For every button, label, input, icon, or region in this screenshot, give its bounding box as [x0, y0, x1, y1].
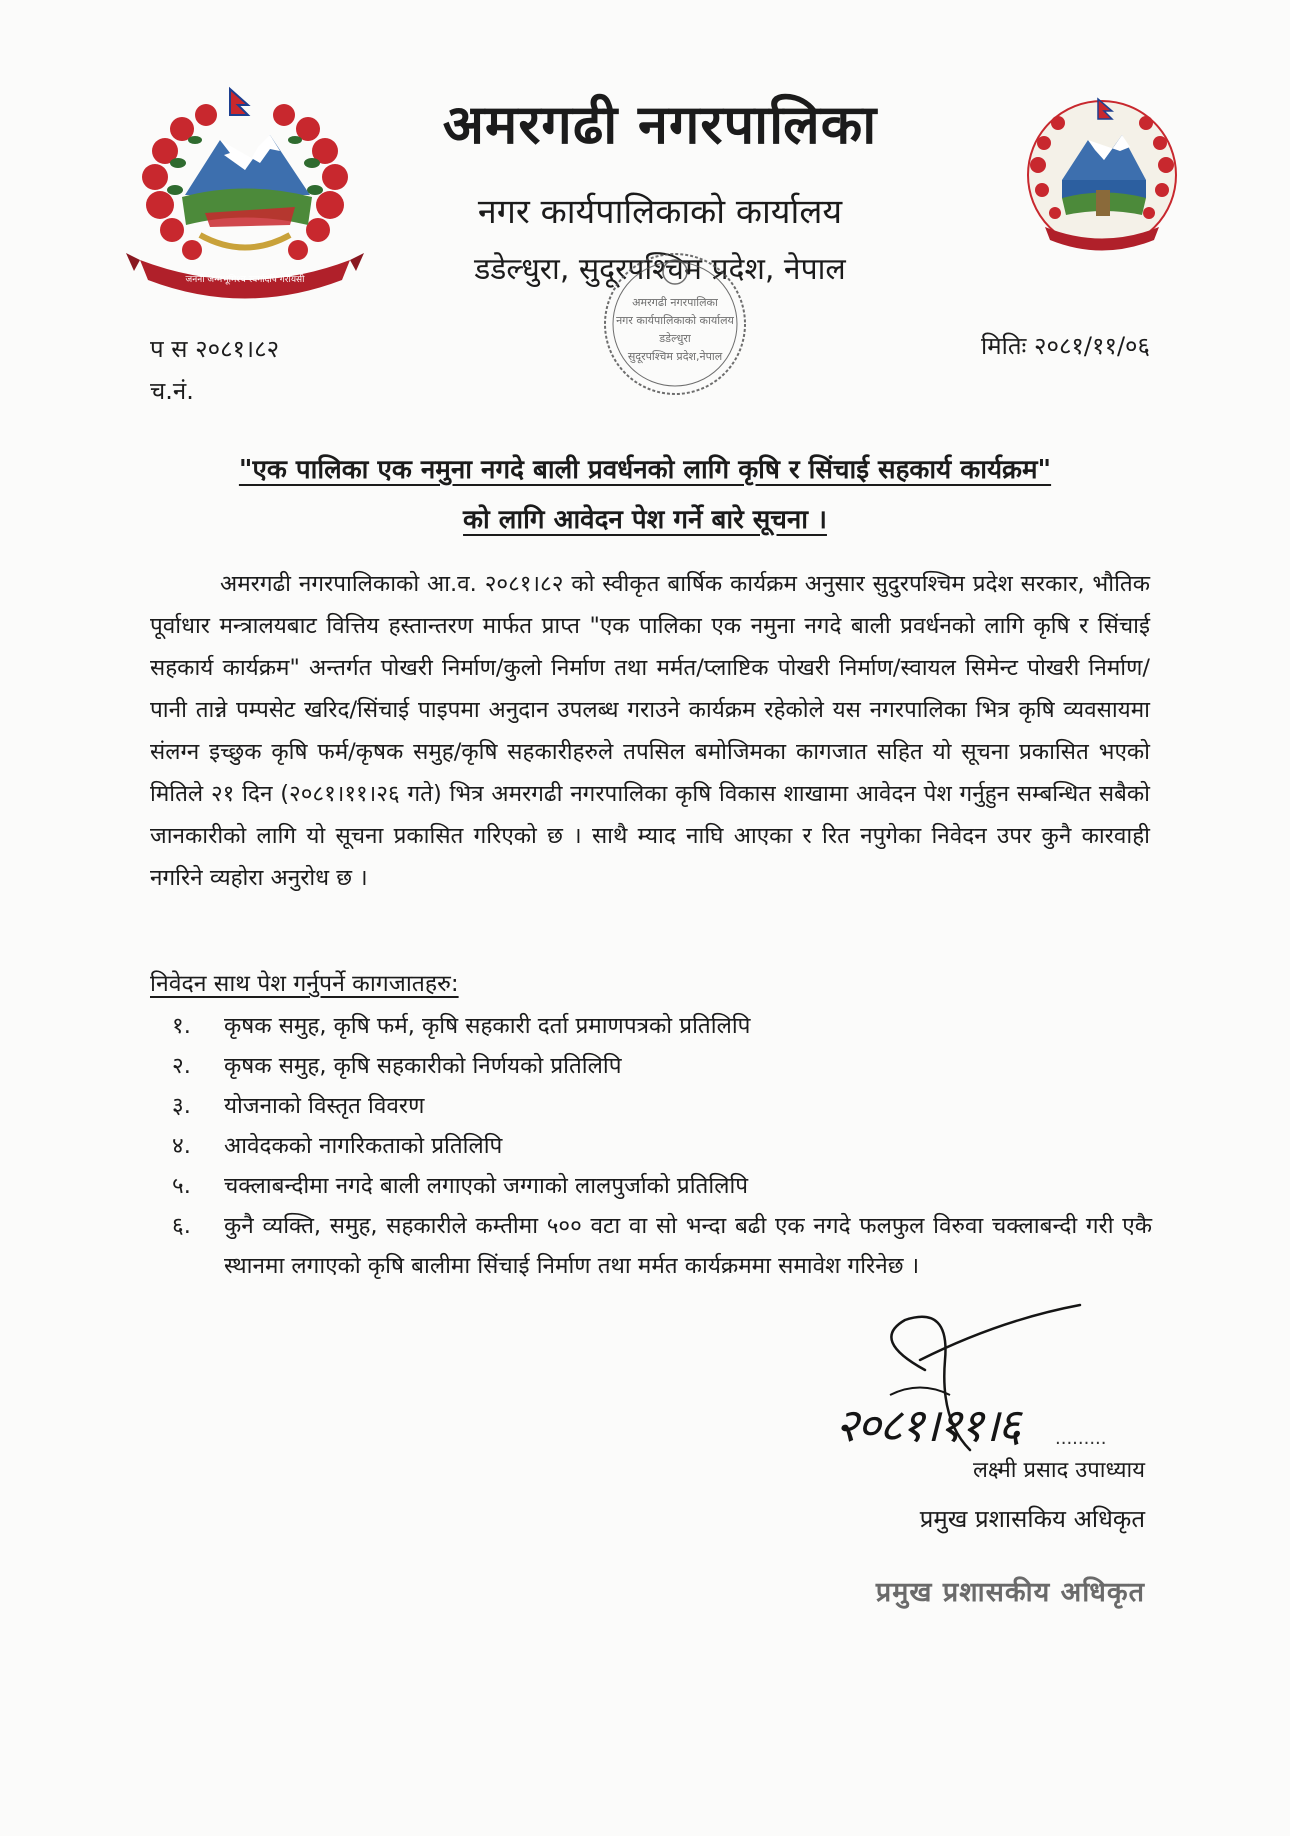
list-item [172, 1006, 1152, 1046]
municipality-logo-icon [1000, 95, 1205, 255]
municipality-name: अमरगढी नगरपालिका [442, 92, 878, 156]
office-address: डडेल्धुरा, सुदूरपश्चिम प्रदेश, नेपाल [474, 252, 846, 287]
seal-line-4: सुदूरपश्चिम प्रदेश,नेपाल [627, 350, 723, 363]
list-item [172, 1086, 1152, 1126]
list-item [172, 1206, 1152, 1286]
list-item-text: चक्लाबन्दीमा नगदे बाली लगाएको जग्गाको लालपुर्जाको प्रतिलिपि [224, 1173, 749, 1199]
list-item [172, 1166, 1152, 1206]
signatory-name: लक्ष्मी प्रसाद उपाध्याय [972, 1458, 1145, 1483]
signatory-designation: प्रमुख प्रशासकिय अधिकृत [919, 1505, 1145, 1533]
nepal-emblem-icon [120, 85, 370, 300]
list-item-number: २. [172, 1053, 191, 1079]
seal-line-1: अमरगढी नगरपालिका [632, 296, 718, 309]
list-item-number: ४. [172, 1133, 191, 1159]
list-item-text: आवेदकको नागरिकताको प्रतिलिपि [224, 1133, 503, 1159]
seal-line-3: डडेल्धुरा [659, 332, 691, 345]
list-item-number: ५. [172, 1173, 191, 1199]
signature-date: २०८१।११।६ [835, 1398, 1020, 1452]
list-item-number: ३. [172, 1093, 191, 1119]
notice-heading [130, 445, 1160, 545]
notice-date: मितिः २०८१/११/०६ [981, 332, 1150, 360]
list-item-text: कुनै व्यक्ति, समुह, सहकारीले कम्तीमा ५०० वटा वा सो भन्दा बढी एक नगदे फलफुल विरुवा चक्लाबन्दी गरी एकै स्थानमा लगाएको कृषि बालीमा सिंचाई निर्माण तथा मर्मत कार्यक्रममा समावेश गरिनेछ । [224, 1213, 1152, 1279]
list-item [172, 1046, 1152, 1086]
notice-title-line-2: को लागि आवेदन पेश गर्ने बारे सूचना । [463, 505, 827, 535]
list-item-text: कृषक समुह, कृषि सहकारीको निर्णयको प्रतिलिपि [224, 1053, 622, 1079]
office-name: नगर कार्यपालिकाको कार्यालय [477, 192, 843, 232]
list-item-text: कृषक समुह, कृषि फर्म, कृषि सहकारी दर्ता प्रमाणपत्रको प्रतिलिपि [224, 1013, 751, 1039]
list-item-text: योजनाको विस्तृत विवरण [224, 1093, 425, 1119]
documents-list [172, 1006, 1152, 1286]
designation-stamp: प्रमुख प्रशासकीय अधिकृत [875, 1577, 1145, 1608]
list-item [172, 1126, 1152, 1166]
signature-dotted-line: ......... [1055, 1428, 1107, 1449]
notice-body: अमरगढी नगरपालिकाको आ.व. २०८१।८२ को स्वीकृत बार्षिक कार्यक्रम अनुसार सुदुरपश्चिम प्रदेश सरकार, भौतिक पूर्वाधार मन्त्रालयबाट वित्तिय हस्तान्तरण मार्फत प्राप्त "एक पालिका एक नमुना नगदे बाली प्रवर्धनको लागि कृषि र सिंचाई सहकार्य कार्यक्रम" अन्तर्गत पोखरी निर्माण/कुलो निर्माण तथा मर्मत/प्लाष्टिक पोखरी निर्माण/स्वायल सिमेन्ट पोखरी निर्माण/पानी तान्ने पम्पसेट खरिद/सिंचाई पाइपमा अनुदान उपलब्ध गराउने कार्यक्रम रहेकोले यस नगरपालिका भित्र कृषि व्यवसायमा संलग्न इच्छुक कृषि फर्म/कृषक समुह/कृषि सहकारीहरुले तपसिल बमोजिमका कागजात सहित यो सूचना प्रकासित भएको मितिले २१ दिन (२०८१।११।२६ गते) भित्र अमरगढी नगरपालिका कृषि विकास शाखामा आवेदन पेश गर्नुहुन सम्बन्धित सबैको जानकारीको लागि यो सूचना प्रकासित गरिएको छ । साथै म्याद नाघि आएका र रित नपुगेका निवेदन उपर कुनै कारवाही नगरिने व्यहोरा अनुरोध छ । [150, 571, 1150, 891]
seal-line-2: नगर कार्यपालिकाको कार्यालय [616, 314, 734, 327]
dispatch-number: च.नं. [150, 377, 194, 405]
notice-title-line-1: "एक पालिका एक नमुना नगदे बाली प्रवर्धनको लागि कृषि र सिंचाई सहकार्य कार्यक्रम" [238, 455, 1052, 485]
office-seal-icon [575, 242, 775, 402]
list-item-number: १. [172, 1013, 191, 1039]
reference-number: प स २०८१।८२ [150, 335, 280, 363]
list-item-number: ६. [172, 1213, 191, 1239]
documents-heading: निवेदन साथ पेश गर्नुपर्ने कागजातहरु: [150, 971, 459, 997]
emblem-motto: जननी जन्मभूमिश्च स्वर्गादपि गरीयसी [185, 275, 305, 285]
